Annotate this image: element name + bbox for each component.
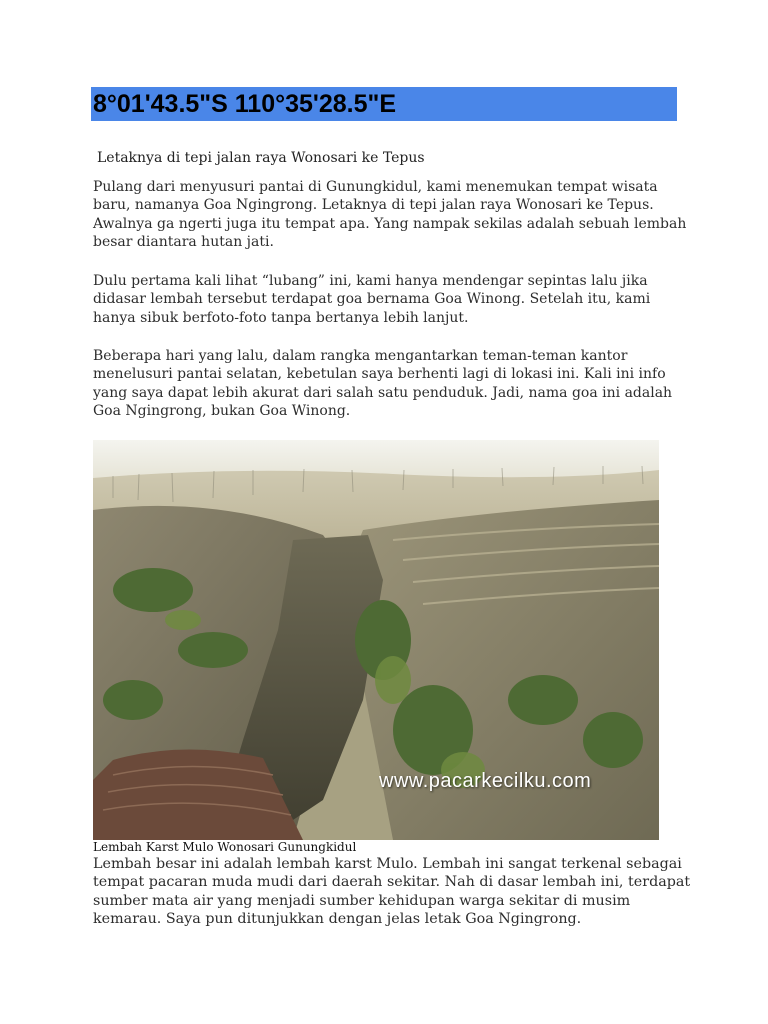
coordinates-text: 8°01'43.5"S 110°35'28.5"E <box>93 90 397 118</box>
photo-watermark: www.pacarkecilku.com <box>379 770 592 792</box>
photo-caption: Lembah Karst Mulo Wonosari Gunungkidul <box>93 840 357 854</box>
paragraph-2: Dulu pertama kali lihat “lubang” ini, kami hanya mendengar sepintas lalu jika didasar lembah tersebut terdapat goa bernama Goa Winong. Setelah itu, kami hanya sibuk berfoto-foto tanpa bertanya lebih lanjut. <box>93 273 651 326</box>
location-subtitle: Letaknya di tepi jalan raya Wonosari ke Tepus <box>97 150 425 166</box>
paragraph-1: Pulang dari menyusuri pantai di Gunungkidul, kami menemukan tempat wisata baru, namanya Goa Ngingrong. Letaknya di tepi jalan raya Wonosari ke Tepus. Awalnya ga ngerti juga itu tempat apa. Yang nampak sekilas adalah sebuah lembah besar diantara hutan jati. <box>93 179 687 250</box>
paragraph-4: Lembah besar ini adalah lembah karst Mulo. Lembah ini sangat terkenal sebagai tempat pacaran muda mudi dari daerah sekitar. Nah di dasar lembah ini, terdapat sumber mata air yang menjadi sumber kehidupan warga sekitar di musim kemarau. Saya pun ditunjukkan dengan jelas letak Goa Ngingrong. <box>93 856 691 927</box>
coordinates-banner <box>91 87 677 121</box>
paragraph-3: Beberapa hari yang lalu, dalam rangka mengantarkan teman-teman kantor menelusuri pantai selatan, kebetulan saya berhenti lagi di lokasi ini. Kali ini info yang saya dapat lebih akurat dari salah satu penduduk. Jadi, nama goa ini adalah Goa Ngingrong, bukan Goa Winong. <box>93 348 673 419</box>
karst-valley-photo <box>93 440 659 840</box>
